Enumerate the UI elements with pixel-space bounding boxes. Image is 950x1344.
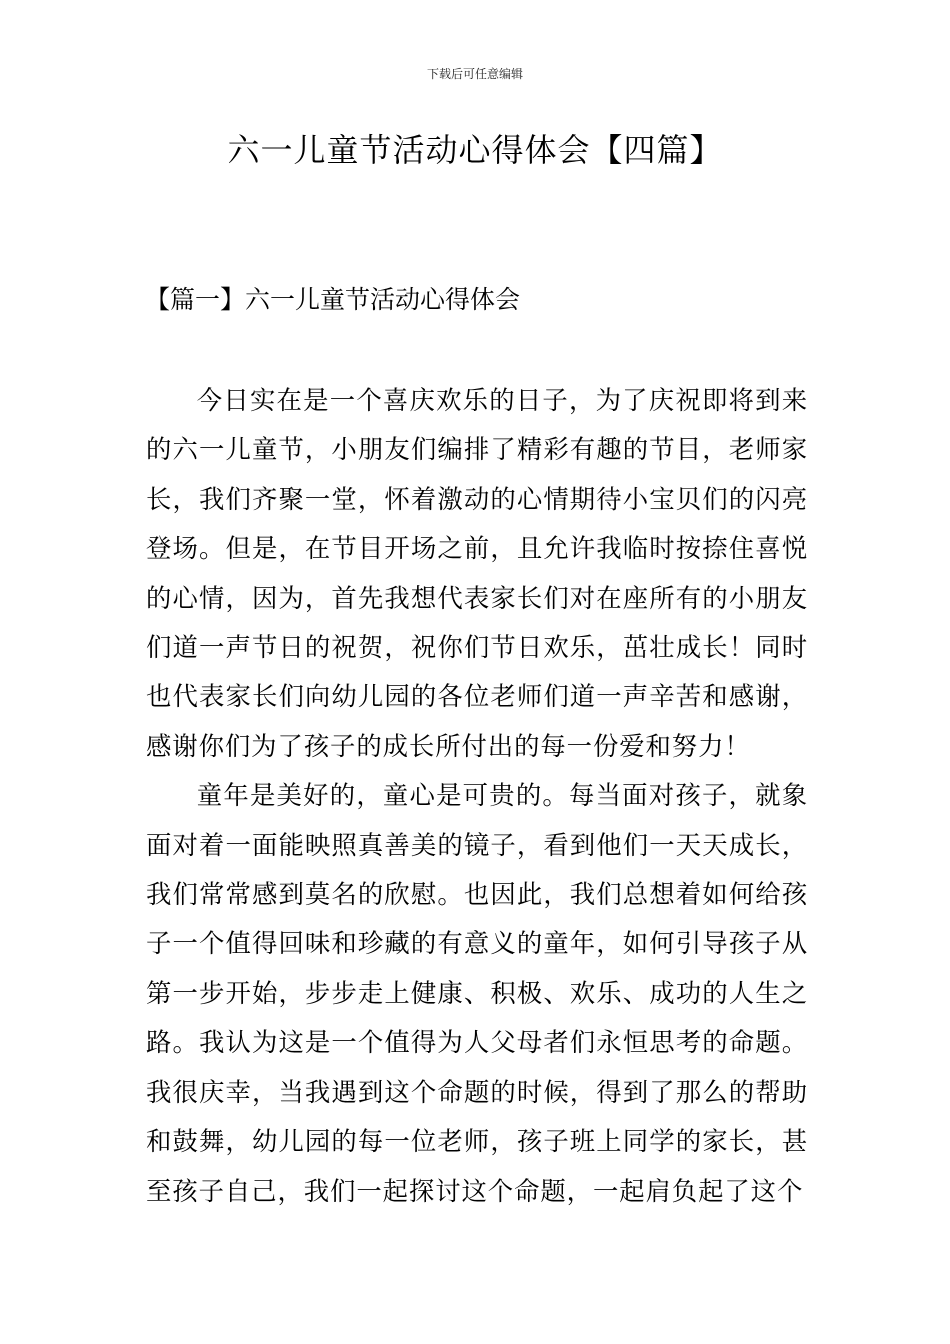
paragraph-1: 今日实在是一个喜庆欢乐的日子，为了庆祝即将到来的六一儿童节，小朋友们编排了精彩有趣的节目，老师家长，我们齐聚一堂，怀着激动的心情期待小宝贝们的闪亮登场。但是，在节目开场之前，且允许我临时按捺住喜悦的心情，因为，首先我想代表家长们对在座所有的小朋友们道一声节日的祝贺，祝你们节日欢乐，茁壮成长！同时也代表家长们向幼儿园的各位老师们道一声辛苦和感谢，感谢你们为了孩子的成长所付出的每一份爱和努力！ <box>146 385 808 761</box>
paragraph-2: 童年是美好的，童心是可贵的。每当面对孩子，就象面对着一面能映照真善美的镜子，看到他们一天天成长，我们常常感到莫名的欣慰。也因此，我们总想着如何给孩子一个值得回味和珍藏的有意义的童年，如何引导孩子从第一步开始，步步走上健康、积极、欢乐、成功的人生之路。我认为这是一个值得为人父母者们永恒思考的命题。我很庆幸，当我遇到这个命题的时候，得到了那么的帮助和鼓舞，幼儿园的每一位老师，孩子班上同学的家长，甚至孩子自己，我们一起探讨这个命题，一起肩负起了这个 <box>146 780 808 1206</box>
body-text <box>146 376 808 1216</box>
document-title: 六一儿童节活动心得体会【四篇】 <box>227 131 723 169</box>
header-note: 下载后可任意编辑 <box>426 67 523 81</box>
section-heading: 【篇一】六一儿童节活动心得体会 <box>145 285 521 314</box>
